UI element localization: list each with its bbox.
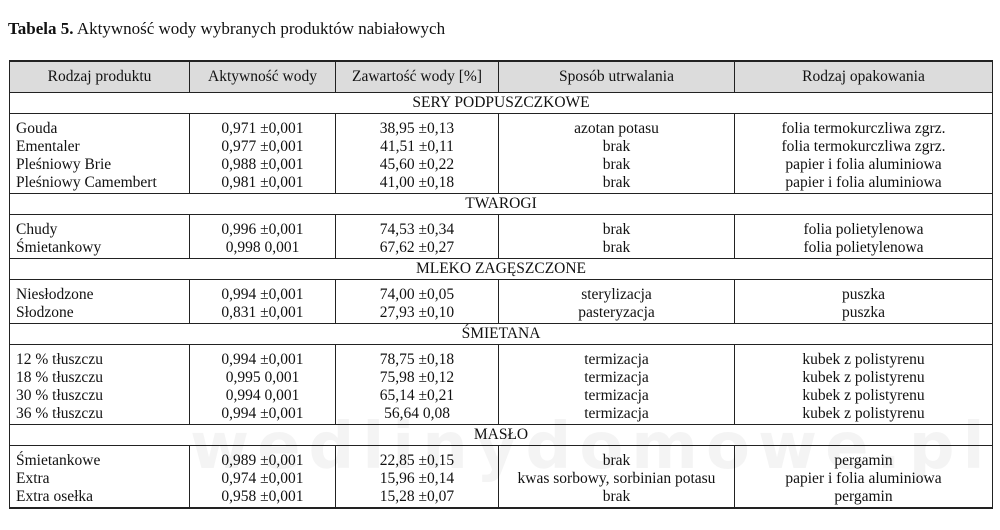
table-number: Tabela 5.	[8, 19, 74, 38]
water-activity: 0,994 ±0,001	[190, 280, 336, 305]
preservation-method: brak	[499, 239, 735, 259]
water-activity-table	[9, 60, 993, 509]
preservation-method: termizacja	[499, 369, 735, 387]
section-title: MLEKO ZAGĘSZCZONE	[10, 259, 993, 280]
water-content: 74,00 ±0,05	[336, 280, 499, 305]
water-content: 22,85 ±0,15	[336, 446, 499, 471]
table-row	[10, 405, 993, 425]
preservation-method: brak	[499, 156, 735, 174]
water-content: 74,53 ±0,34	[336, 215, 499, 240]
column-header-packaging: Rodzaj opakowania	[735, 61, 993, 93]
product-name: Słodzone	[10, 304, 190, 324]
table-title: Aktywność wody wybranych produktów nabiałowych	[76, 19, 446, 38]
water-activity: 0,831 ±0,001	[190, 304, 336, 324]
table-row	[10, 470, 993, 488]
product-name: Chudy	[10, 215, 190, 240]
table-row	[10, 215, 993, 240]
section-title: TWAROGI	[10, 194, 993, 215]
product-name: Śmietankowe	[10, 446, 190, 471]
water-content: 56,64 0,08	[336, 405, 499, 425]
table-row	[10, 369, 993, 387]
product-name: 36 % tłuszczu	[10, 405, 190, 425]
preservation-method: azotan potasu	[499, 114, 735, 139]
preservation-method: termizacja	[499, 387, 735, 405]
header-row	[10, 61, 993, 93]
water-content: 38,95 ±0,13	[336, 114, 499, 139]
water-content: 67,62 ±0,27	[336, 239, 499, 259]
water-content: 41,00 ±0,18	[336, 174, 499, 194]
water-content: 15,28 ±0,07	[336, 488, 499, 508]
table-row	[10, 114, 993, 139]
section-title: SERY PODPUSZCZKOWE	[10, 93, 993, 114]
table-row	[10, 488, 993, 508]
water-content: 45,60 ±0,22	[336, 156, 499, 174]
packaging-type: folia polietylenowa	[735, 215, 993, 240]
preservation-method: brak	[499, 488, 735, 508]
packaging-type: papier i folia aluminiowa	[735, 470, 993, 488]
column-header-preservation: Sposób utrwalania	[499, 61, 735, 93]
water-content: 27,93 ±0,10	[336, 304, 499, 324]
water-activity: 0,995 0,001	[190, 369, 336, 387]
packaging-type: papier i folia aluminiowa	[735, 156, 993, 174]
packaging-type: folia termokurczliwa zgrz.	[735, 138, 993, 156]
packaging-type: puszka	[735, 280, 993, 305]
product-name: Pleśniowy Brie	[10, 156, 190, 174]
section-title: ŚMIETANA	[10, 324, 993, 345]
table-row	[10, 280, 993, 305]
water-content: 65,14 ±0,21	[336, 387, 499, 405]
packaging-type: puszka	[735, 304, 993, 324]
preservation-method: termizacja	[499, 405, 735, 425]
section-row	[10, 93, 993, 114]
preservation-method: sterylizacja	[499, 280, 735, 305]
table-row	[10, 345, 993, 370]
section-row	[10, 425, 993, 446]
preservation-method: kwas sorbowy, sorbinian potasu	[499, 470, 735, 488]
water-activity: 0,977 ±0,001	[190, 138, 336, 156]
table-caption	[8, 19, 445, 39]
section-row	[10, 259, 993, 280]
product-name: Niesłodzone	[10, 280, 190, 305]
table-body	[10, 93, 993, 509]
column-header-water-activity: Aktywność wody	[190, 61, 336, 93]
preservation-method: brak	[499, 446, 735, 471]
water-activity: 0,994 ±0,001	[190, 345, 336, 370]
product-name: Extra osełka	[10, 488, 190, 508]
column-header-water-content: Zawartość wody [%]	[336, 61, 499, 93]
product-name: Gouda	[10, 114, 190, 139]
table-row	[10, 239, 993, 259]
packaging-type: folia polietylenowa	[735, 239, 993, 259]
water-activity: 0,994 ±0,001	[190, 405, 336, 425]
packaging-type: kubek z polistyrenu	[735, 369, 993, 387]
water-content: 41,51 ±0,11	[336, 138, 499, 156]
water-activity: 0,996 ±0,001	[190, 215, 336, 240]
water-activity: 0,994 0,001	[190, 387, 336, 405]
section-row	[10, 194, 993, 215]
table-row	[10, 387, 993, 405]
product-name: Ementaler	[10, 138, 190, 156]
water-activity: 0,971 ±0,001	[190, 114, 336, 139]
product-name: Pleśniowy Camembert	[10, 174, 190, 194]
packaging-type: pergamin	[735, 488, 993, 508]
preservation-method: termizacja	[499, 345, 735, 370]
product-name: 30 % tłuszczu	[10, 387, 190, 405]
packaging-type: pergamin	[735, 446, 993, 471]
water-activity: 0,974 ±0,001	[190, 470, 336, 488]
table-row	[10, 156, 993, 174]
water-activity: 0,989 ±0,001	[190, 446, 336, 471]
table-row	[10, 446, 993, 471]
table-row	[10, 138, 993, 156]
product-name: Extra	[10, 470, 190, 488]
water-content: 78,75 ±0,18	[336, 345, 499, 370]
water-activity: 0,988 ±0,001	[190, 156, 336, 174]
product-name: 18 % tłuszczu	[10, 369, 190, 387]
product-name: 12 % tłuszczu	[10, 345, 190, 370]
water-activity: 0,981 ±0,001	[190, 174, 336, 194]
packaging-type: kubek z polistyrenu	[735, 405, 993, 425]
section-row	[10, 324, 993, 345]
water-activity: 0,998 0,001	[190, 239, 336, 259]
table-row	[10, 304, 993, 324]
product-name: Śmietankowy	[10, 239, 190, 259]
water-content: 15,96 ±0,14	[336, 470, 499, 488]
packaging-type: kubek z polistyrenu	[735, 345, 993, 370]
packaging-type: folia termokurczliwa zgrz.	[735, 114, 993, 139]
section-title: MASŁO	[10, 425, 993, 446]
water-activity: 0,958 ±0,001	[190, 488, 336, 508]
column-header-product: Rodzaj produktu	[10, 61, 190, 93]
preservation-method: pasteryzacja	[499, 304, 735, 324]
table-row	[10, 174, 993, 194]
water-content: 75,98 ±0,12	[336, 369, 499, 387]
preservation-method: brak	[499, 215, 735, 240]
packaging-type: papier i folia aluminiowa	[735, 174, 993, 194]
packaging-type: kubek z polistyrenu	[735, 387, 993, 405]
preservation-method: brak	[499, 174, 735, 194]
preservation-method: brak	[499, 138, 735, 156]
